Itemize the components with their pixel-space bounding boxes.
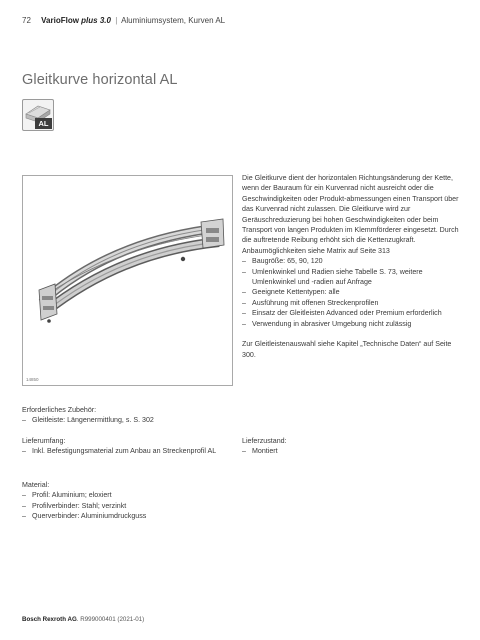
section-name: Aluminiumsystem, Kurven AL [121, 16, 226, 25]
list-item: – Geeignete Kettentypen: alle [242, 287, 464, 297]
page-title: Gleitkurve horizontal AL [22, 71, 178, 88]
page-number: 72 [22, 16, 31, 25]
document-number: R999000401 (2021-01) [80, 616, 145, 623]
figure-id: 14850 [26, 377, 39, 382]
al-badge: AL [35, 118, 52, 129]
product-name: VarioFlow [41, 16, 79, 25]
list-item: – Profilverbinder: Stahl; verzinkt [22, 501, 237, 511]
page-header [22, 16, 225, 25]
material-heading: Material: [22, 481, 50, 489]
header-separator: | [115, 16, 118, 25]
condition-block [242, 436, 442, 457]
page-footer: Bosch Rexroth AG. R999000401 (2021-01) [22, 616, 145, 623]
company-name: Bosch Rexroth AG [22, 616, 77, 623]
list-item: – Verwendung in abrasiver Umgebung nicht zulässig [242, 319, 464, 329]
list-item: – Profil: Aluminium; eloxiert [22, 490, 237, 500]
list-item: – Gleitleiste: Längenermittlung, s. S. 302 [22, 415, 237, 425]
accessories-block [22, 405, 237, 426]
list-item: – Umlenkwinkel und Radien siehe Tabelle S. 73, weitere Umlenkwinkel und -radien auf Anfrage [242, 267, 464, 288]
accessories-heading: Erforderliches Zubehör: [22, 406, 97, 414]
condition-heading: Lieferzustand: [242, 437, 287, 445]
description-block [242, 173, 464, 360]
list-item: – Baugröße: 65, 90, 120 [242, 256, 464, 266]
feature-list [242, 256, 464, 329]
selection-note: Zur Gleitleistenauswahl siehe Kapitel „Technische Daten“ auf Seite 300. [242, 340, 452, 359]
product-suffix: plus 3.0 [81, 16, 111, 25]
list-item: – Inkl. Befestigungsmaterial zum Anbau an Streckenprofil AL [22, 446, 227, 456]
scope-heading: Lieferumfang: [22, 437, 66, 445]
material-block [22, 480, 237, 522]
list-item: – Ausführung mit offenen Streckenprofilen [242, 298, 464, 308]
product-figure [22, 175, 233, 386]
list-item: – Einsatz der Gleitleisten Advanced oder Premium erforderlich [242, 308, 464, 318]
matrix-reference: Anbaumöglichkeiten siehe Matrix auf Seite 313 [242, 246, 390, 255]
curve-illustration [23, 176, 232, 385]
list-item: – Montiert [242, 446, 442, 456]
list-item: – Querverbinder: Aluminiumdruckguss [22, 511, 237, 521]
scope-block [22, 436, 227, 457]
description-text: Die Gleitkurve dient der horizontalen Richtungsänderung der Kette, wenn der Bauraum für ein Kurvenrad nicht ausreicht oder die Geschwindigkeiten oder Produkt-abmessungen einen Transport über das Kurvenrad nicht zulassen. Die Gleitkurve wird zur Geräuschreduzierung bei hohen Geschwindigkeiten oder beim Transport von langen Produkten im Klemmförderer eingesetzt. Durch die auftretende Reibung erhöht sich die Kettenzugkraft. [242, 174, 459, 245]
al-profile-icon [22, 99, 54, 131]
